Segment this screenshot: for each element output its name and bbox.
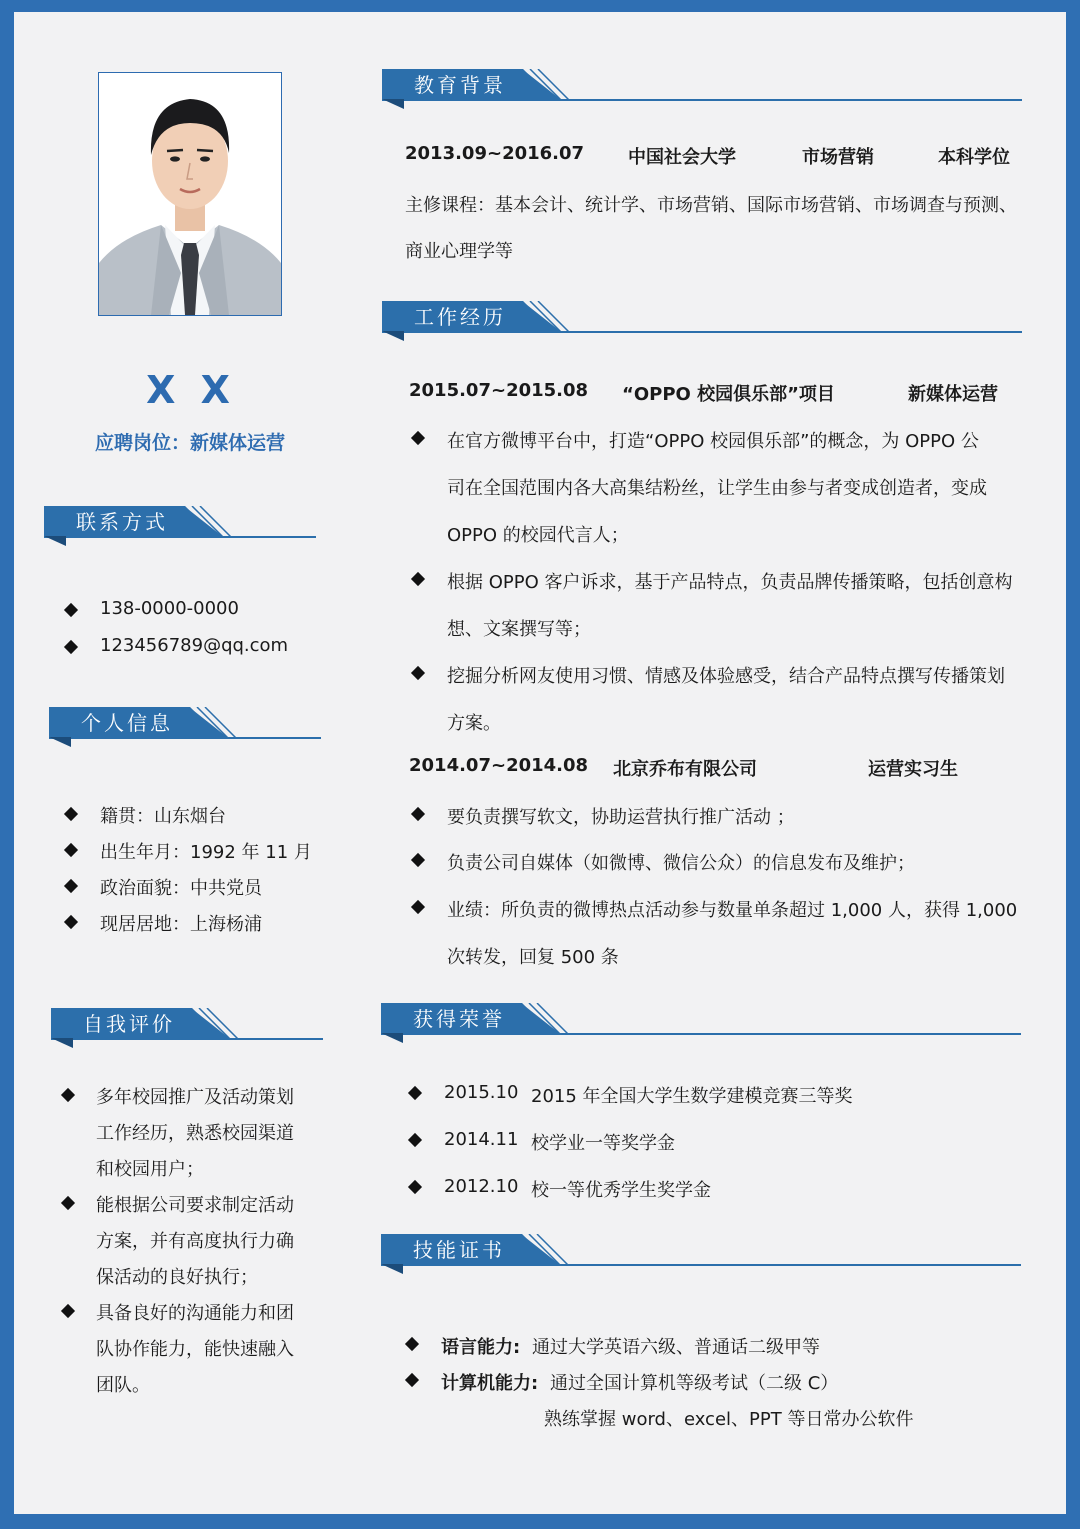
self-eval-line: 具备良好的沟通能力和团 xyxy=(96,1303,294,1324)
bullet-icon xyxy=(411,807,425,821)
section-fold xyxy=(382,99,404,109)
bullet-icon xyxy=(61,1196,75,1210)
section-fold xyxy=(51,1038,73,1048)
bullet-icon xyxy=(61,1304,75,1318)
self-eval-line: 能根据公司要求制定活动 xyxy=(96,1195,294,1216)
education-period: 2013.09~2016.07 xyxy=(405,143,585,164)
job-detail-line: 想、文案撰写等； xyxy=(447,619,591,640)
self-eval-line: 工作经历，熟悉校园渠道 xyxy=(96,1123,294,1144)
bullet-icon xyxy=(61,1088,75,1102)
bullet-icon xyxy=(405,1373,419,1387)
honor-date: 2015.10 xyxy=(444,1082,519,1103)
job-period: 2014.07~2014.08 xyxy=(409,755,589,776)
section-header-education xyxy=(382,69,1022,111)
education-school: 中国社会大学 xyxy=(628,147,736,168)
bullet-icon xyxy=(64,807,78,821)
section-stripes-decoration xyxy=(174,506,234,538)
self-eval-line: 保活动的良好执行； xyxy=(96,1267,258,1288)
bullet-icon xyxy=(64,603,78,617)
section-header-honors xyxy=(381,1003,1021,1045)
job-detail-line: OPPO 的校园代言人； xyxy=(447,525,629,546)
honor-text: 校一等优秀学生奖学金 xyxy=(531,1180,711,1201)
resume-page xyxy=(14,12,1066,1514)
education-courses-cont: 商业心理学等 xyxy=(405,241,513,262)
section-stripes-decoration xyxy=(179,707,239,739)
self-eval-line: 方案，并有高度执行力确 xyxy=(96,1231,294,1252)
section-title: 个人信息 xyxy=(81,711,173,735)
section-header-contact xyxy=(44,506,316,548)
skill-computer-label: 计算机能力: xyxy=(441,1373,539,1394)
job-detail-line: 挖掘分析网友使用习惯、情感及体验感受，结合产品特点撰写传播策划 xyxy=(447,666,1005,687)
job-role: 运营实习生 xyxy=(868,759,958,780)
section-stripes-decoration xyxy=(511,1234,571,1266)
honor-date: 2014.11 xyxy=(444,1129,519,1150)
section-header-personal xyxy=(49,707,321,749)
education-major: 市场营销 xyxy=(802,147,874,168)
job-detail-line: 要负责撰写软文，协助运营执行推广活动 ； xyxy=(447,807,795,828)
bullet-icon xyxy=(64,879,78,893)
section-fold xyxy=(44,536,66,546)
job-detail-line: 根据 OPPO 客户诉求，基于产品特点，负责品牌传播策略，包括创意构 xyxy=(447,572,1013,593)
self-eval-line: 和校园用户； xyxy=(96,1159,204,1180)
section-title: 工作经历 xyxy=(414,305,506,329)
bullet-icon xyxy=(411,431,425,445)
section-title: 联系方式 xyxy=(76,510,168,534)
section-title: 技能证书 xyxy=(413,1238,505,1262)
honor-text: 2015 年全国大学生数学建模竞赛三等奖 xyxy=(531,1086,853,1107)
personal-political: 政治面貌：中共党员 xyxy=(100,878,262,899)
applied-position: 应聘岗位：新媒体运营 xyxy=(94,432,285,454)
section-fold xyxy=(49,737,71,747)
job-org: “OPPO 校园俱乐部”项目 xyxy=(622,384,835,405)
profile-photo xyxy=(98,72,282,316)
job-detail-line: 在官方微博平台中，打造“OPPO 校园俱乐部”的概念，为 OPPO 公 xyxy=(447,431,979,452)
self-eval-line: 队协作能力，能快速融入 xyxy=(96,1339,294,1360)
section-header-skills xyxy=(381,1234,1021,1276)
section-title: 自我评价 xyxy=(83,1012,175,1036)
skill-computer-text: 通过全国计算机等级考试（二级 C） xyxy=(550,1373,839,1394)
education-courses: 主修课程：基本会计、统计学、市场营销、国际市场营销、市场调查与预测、 xyxy=(405,195,1017,216)
bullet-icon xyxy=(64,843,78,857)
section-fold xyxy=(381,1264,403,1274)
section-fold xyxy=(381,1033,403,1043)
bullet-icon xyxy=(408,1133,422,1147)
bullet-icon xyxy=(64,640,78,654)
bullet-icon xyxy=(408,1086,422,1100)
section-stripes-decoration xyxy=(512,69,572,101)
job-detail-line: 业绩：所负责的微博热点活动参与数量单条超过 1,000 人，获得 1,000 xyxy=(447,900,1018,921)
job-period: 2015.07~2015.08 xyxy=(409,380,589,401)
candidate-name: X X xyxy=(146,368,236,412)
bullet-icon xyxy=(411,572,425,586)
skill-language-label: 语言能力: xyxy=(441,1337,521,1358)
bullet-icon xyxy=(411,853,425,867)
self-eval-line: 多年校园推广及活动策划 xyxy=(96,1087,294,1108)
bullet-icon xyxy=(411,666,425,680)
section-fold xyxy=(382,331,404,341)
skill-language-text: 通过大学英语六级、普通话二级甲等 xyxy=(532,1337,820,1358)
section-header-self-eval xyxy=(51,1008,323,1050)
job-org: 北京乔布有限公司 xyxy=(613,759,757,780)
job-detail-line: 司在全国范围内各大高集结粉丝，让学生由参与者变成创造者，变成 xyxy=(447,478,987,499)
contact-phone: 138-0000-0000 xyxy=(100,598,239,619)
job-detail-line: 负责公司自媒体（如微博、微信公众）的信息发布及维护； xyxy=(447,853,915,874)
personal-hometown: 籍贯：山东烟台 xyxy=(100,806,226,827)
skill-computer-text-cont: 熟练掌握 word、excel、PPT 等日常办公软件 xyxy=(544,1409,914,1430)
section-stripes-decoration xyxy=(181,1008,241,1040)
bullet-icon xyxy=(408,1180,422,1194)
honor-date: 2012.10 xyxy=(444,1176,519,1197)
section-stripes-decoration xyxy=(511,1003,571,1035)
section-stripes-decoration xyxy=(512,301,572,333)
contact-email: 123456789@qq.com xyxy=(100,635,289,656)
self-eval-line: 团队。 xyxy=(96,1375,150,1396)
job-detail-line: 方案。 xyxy=(447,713,501,734)
personal-birth: 出生年月：1992 年 11 月 xyxy=(100,842,312,863)
personal-residence: 现居居地：上海杨浦 xyxy=(100,914,262,935)
honor-text: 校学业一等奖学金 xyxy=(531,1133,675,1154)
bullet-icon xyxy=(411,900,425,914)
job-role: 新媒体运营 xyxy=(908,384,998,405)
job-detail-line: 次转发，回复 500 条 xyxy=(447,947,619,968)
bullet-icon xyxy=(405,1337,419,1351)
bullet-icon xyxy=(64,915,78,929)
section-title: 获得荣誉 xyxy=(413,1007,505,1031)
section-title: 教育背景 xyxy=(414,73,506,97)
education-degree: 本科学位 xyxy=(938,147,1010,168)
section-header-work xyxy=(382,301,1022,343)
